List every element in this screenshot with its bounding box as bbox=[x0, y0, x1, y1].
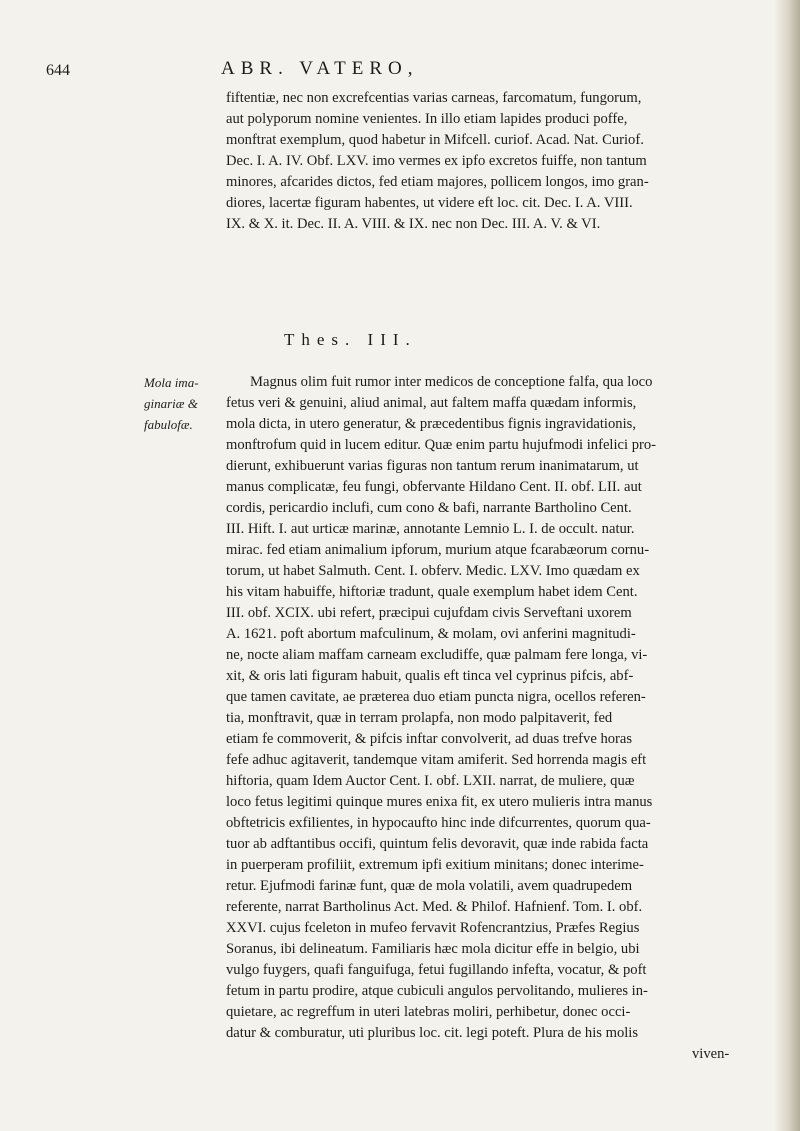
text-line: mirac. fed etiam animalium ipforum, murium atque fcarabæorum cornu- bbox=[226, 542, 650, 558]
text-line: IX. & X. it. Dec. II. A. VIII. & IX. nec non Dec. III. A. V. & VI. bbox=[226, 216, 601, 232]
text-line: minores, afcarides dictos, fed etiam majores, pollicem longos, imo gran- bbox=[226, 174, 649, 190]
text-line: vulgo fuygers, quafi fanguifuga, fetui fugillando infefta, vocatur, & poft bbox=[226, 962, 647, 978]
text-line: obftetricis exfilientes, in hypocaufto hinc inde difcurrentes, quorum qua- bbox=[226, 815, 651, 831]
text-line: his vitam habuiffe, hiftoriæ tradunt, quale exemplum habet idem Cent. bbox=[226, 584, 638, 600]
text-line: aut polyporum nomine venientes. In illo etiam lapides produci poffe, bbox=[226, 111, 628, 127]
text-line: Magnus olim fuit rumor inter medicos de conceptione falfa, qua loco bbox=[250, 374, 653, 390]
text-line: que tamen cavitate, ae præterea duo etiam puncta nigra, ocellos referen- bbox=[226, 689, 646, 705]
text-line: fetum in partu prodire, atque cubiculi angulos pervolitando, mulieres in- bbox=[226, 983, 648, 999]
text-line: fetus veri & genuini, aliud animal, aut faltem maffa quædam informis, bbox=[226, 395, 637, 411]
text-line: referente, narrat Bartholinus Act. Med. & Philof. Hafnienf. Tom. I. obf. bbox=[226, 899, 643, 915]
text-line: diores, lacertæ figuram habentes, ut videre eft loc. cit. Dec. I. A. VIII. bbox=[226, 195, 633, 211]
text-line: III. Hift. I. aut urticæ marinæ, annotante Lemnio L. I. de occult. natur. bbox=[226, 521, 635, 537]
text-line: in puerperam profiliit, extremum ipfi exitium minitans; donec interime- bbox=[226, 857, 644, 873]
text-line: tuor ab adftantibus occifi, quintum felis devoravit, quæ inde rabida facta bbox=[226, 836, 649, 852]
text-line: hiftoria, quam Idem Auctor Cent. I. obf. LXII. narrat, de muliere, quæ bbox=[226, 773, 635, 789]
text-line: tia, monftravit, quæ in terram prolapfa, non modo palpitaverit, fed bbox=[226, 710, 613, 726]
page-number: 644 bbox=[46, 62, 70, 79]
margin-note-line: Mola ima- bbox=[144, 375, 199, 390]
text-line: quietare, ac regreffum in uteri latebras moliri, perhibetur, donec occi- bbox=[226, 1004, 631, 1020]
text-line: loco fetus legitimi quinque mures enixa fit, ex utero mulieris intra manus bbox=[226, 794, 653, 810]
text-line: etiam fe commoverit, & pifcis inftar convolverit, ad duas trefve horas bbox=[226, 731, 633, 747]
text-line: xit, & oris lati figuram habuit, qualis eft tinca vel cyprinus pifcis, abf- bbox=[226, 668, 634, 684]
margin-note-line: fabulofæ. bbox=[144, 417, 193, 432]
text-line: fiftentiæ, nec non excrefcentias varias carneas, farcomatum, fungorum, bbox=[226, 90, 642, 106]
page-header bbox=[46, 58, 746, 84]
text-line: manus complicatæ, feu fungi, obfervante Hildano Cent. II. obf. LII. aut bbox=[226, 479, 642, 495]
text-line: retur. Ejufmodi farinæ funt, quæ de mola volatili, avem quadrupedem bbox=[226, 878, 633, 894]
text-line: cordis, pericardio inclufi, cum cono & bafi, narrante Bartholino Cent. bbox=[226, 500, 632, 516]
running-title: ABR. VATERO, bbox=[221, 58, 419, 79]
text-line: monftrat exemplum, quod habetur in Mifcell. curiof. Acad. Nat. Curiof. bbox=[226, 132, 644, 148]
margin-note-line: ginariæ & bbox=[144, 396, 198, 411]
text-line: dierunt, exhibuerunt varias figuras non tantum rerum inanimatarum, ut bbox=[226, 458, 639, 474]
text-line: torum, ut habet Salmuth. Cent. I. obferv. Medic. LXV. Imo quædam ex bbox=[226, 563, 640, 579]
text-line: Dec. I. A. IV. Obf. LXV. imo vermes ex ipfo excretos fuiffe, non tantum bbox=[226, 153, 647, 169]
text-line: Soranus, ibi delineatum. Familiaris hæc mola dicitur effe in belgio, ubi bbox=[226, 941, 640, 957]
text-line: III. obf. XCIX. ubi refert, præcipui cujufdam civis Serveftani uxorem bbox=[226, 605, 632, 621]
text-line: XXVI. cujus fceleton in mufeo fervavit Rofencrantzius, Præfes Regius bbox=[226, 920, 640, 936]
section-heading: Thes. III. bbox=[284, 330, 417, 349]
text-line: ne, nocte aliam maffam carneam excludiffe, quæ palmam fere longa, vi- bbox=[226, 647, 648, 663]
text-line: A. 1621. poft abortum mafculinum, & molam, ovi anferini magnitudi- bbox=[226, 626, 636, 642]
page-edge-shadow bbox=[774, 0, 800, 1131]
catchword: viven- bbox=[692, 1046, 730, 1062]
text-line: fefe adhuc agitaverit, tandemque vitam amiferit. Sed horrenda magis eft bbox=[226, 752, 647, 768]
text-line: monftrofum quid in lucem editur. Quæ enim partu hujufmodi infelici pro- bbox=[226, 437, 657, 453]
text-line: datur & comburatur, uti pluribus loc. cit. legi poteft. Plura de his molis bbox=[226, 1025, 639, 1041]
text-line: mola dicta, in utero generatur, & præcedentibus fignis ingravidationis, bbox=[226, 416, 636, 432]
